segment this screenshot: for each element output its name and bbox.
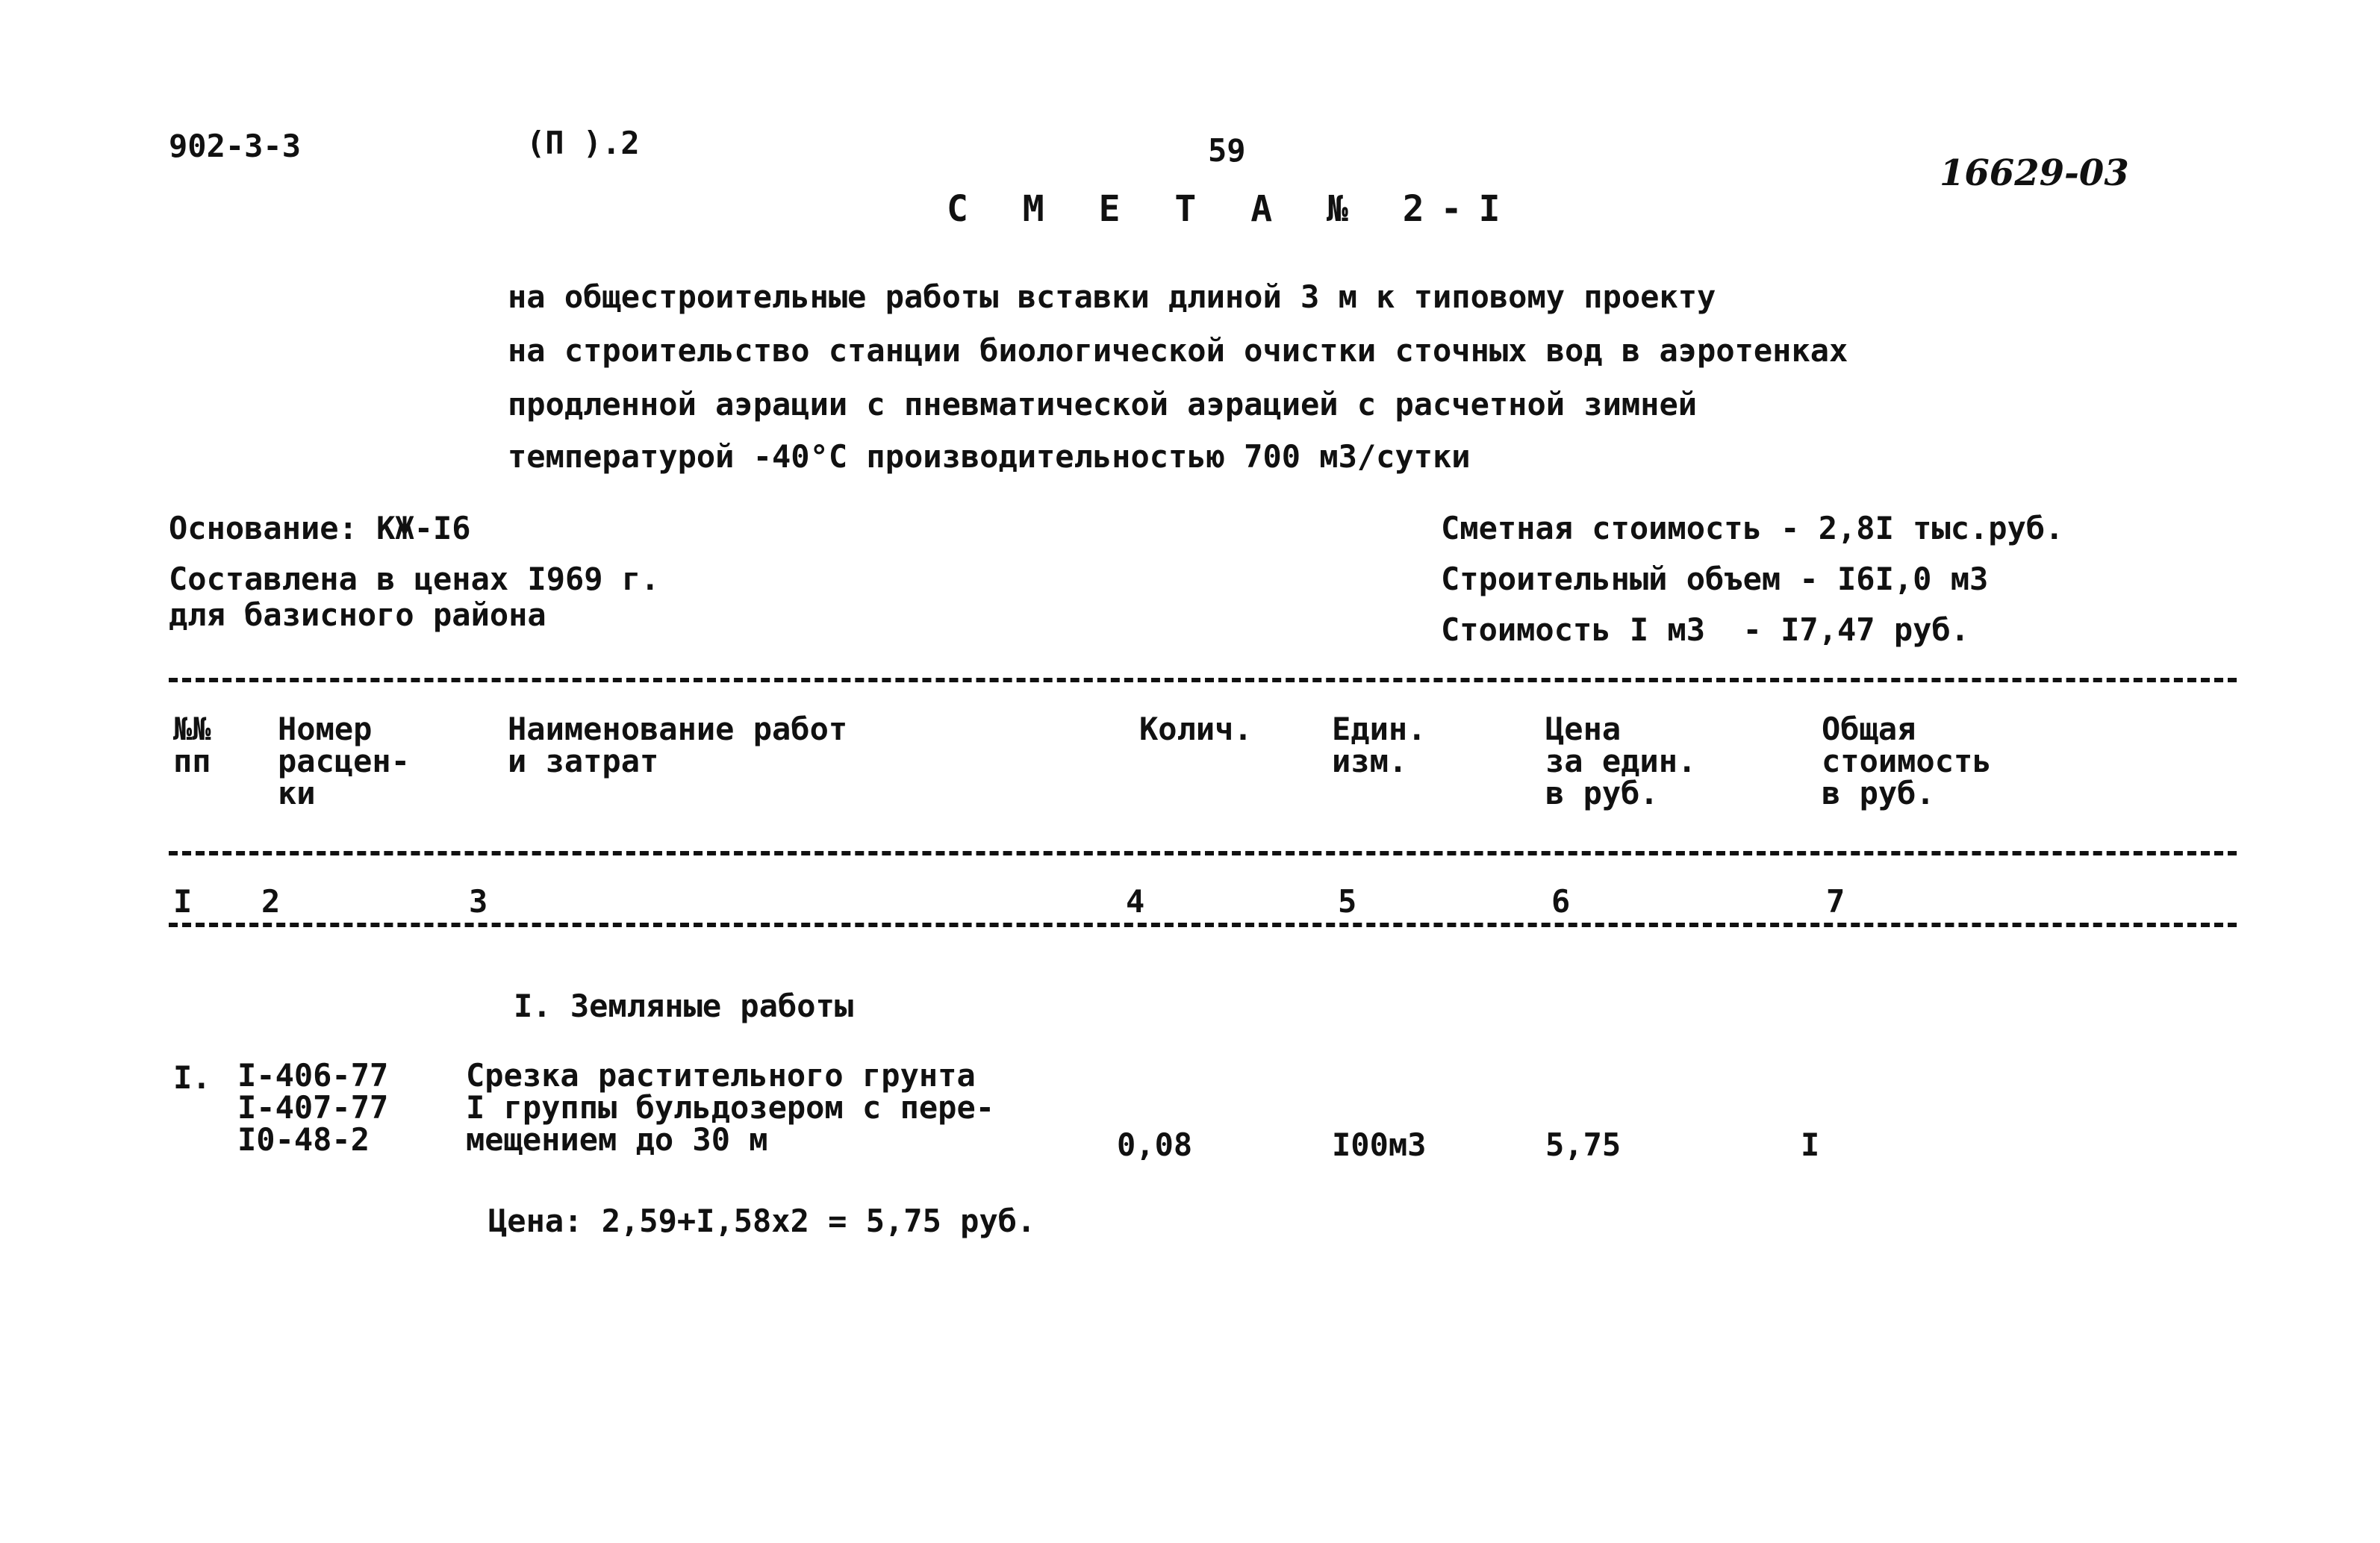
building-volume: Строительный объем - I6I,0 м3 <box>1441 561 1989 597</box>
row-work-name: Срезка растительного грунта I группы бульдозером с пере- мещением до 30 м <box>466 1057 995 1158</box>
column-number-1: I <box>173 883 193 920</box>
column-number-3: 3 <box>469 883 488 920</box>
row-unit-price: 5,75 <box>1545 1126 1622 1163</box>
column-number-5: 5 <box>1338 883 1357 920</box>
table-header-rule <box>169 851 2237 855</box>
document-code: 902-3-3 <box>169 128 302 164</box>
row-number: I. <box>173 1059 211 1096</box>
column-header-number: №№ пп <box>173 711 211 779</box>
column-header-quantity: Колич. <box>1139 711 1253 747</box>
prices-line-2: для базисного района <box>169 596 546 633</box>
row-total: I <box>1801 1126 1820 1163</box>
row-rate-codes: I-406-77 I-407-77 I0-48-2 <box>237 1057 389 1158</box>
page-number: 59 <box>1208 132 1246 169</box>
document-title: С М Е Т А № 2-I <box>947 188 1517 230</box>
row-unit: I00м3 <box>1332 1126 1427 1163</box>
description-line-3: продленной аэрации с пневматической аэрацией с расчетной зимней <box>508 386 1698 423</box>
column-number-7: 7 <box>1826 883 1845 920</box>
column-header-total-cost: Общая стоимость в руб. <box>1822 711 1992 811</box>
basis: Основание: КЖ-I6 <box>169 510 471 546</box>
prices-line-1: Составлена в ценах I969 г. <box>169 561 660 597</box>
section-title: I. Земляные работы <box>514 988 854 1024</box>
estimated-cost: Сметная стоимость - 2,8I тыс.руб. <box>1441 510 2064 546</box>
column-header-work-name: Наименование работ и затрат <box>508 711 848 779</box>
description-line-1: на общестроительные работы вставки длиной 3 м к типовому проекту <box>508 278 1716 315</box>
description-line-4: температурой -40°С производительностью 700 м3/сутки <box>508 438 1471 475</box>
column-header-unit: Един. изм. <box>1332 711 1427 779</box>
price-note: Цена: 2,59+I,58х2 = 5,75 руб. <box>488 1203 1036 1239</box>
row-quantity: 0,08 <box>1117 1126 1193 1163</box>
unit-cost: Стоимость I м3 - I7,47 руб. <box>1441 611 1970 648</box>
column-number-4: 4 <box>1126 883 1145 920</box>
column-number-6: 6 <box>1551 883 1571 920</box>
column-numbers-rule <box>169 923 2237 927</box>
column-number-2: 2 <box>261 883 281 920</box>
section-code: (П ).2 <box>526 125 640 161</box>
column-header-rate-code: Номер расцен- ки <box>278 711 411 811</box>
stamp-number: 16629-03 <box>1940 152 2129 194</box>
column-header-unit-price: Цена за един. в руб. <box>1545 711 1697 811</box>
table-top-rule <box>169 678 2237 682</box>
description-line-2: на строительство станции биологической очистки сточных вод в аэротенках <box>508 332 1848 369</box>
